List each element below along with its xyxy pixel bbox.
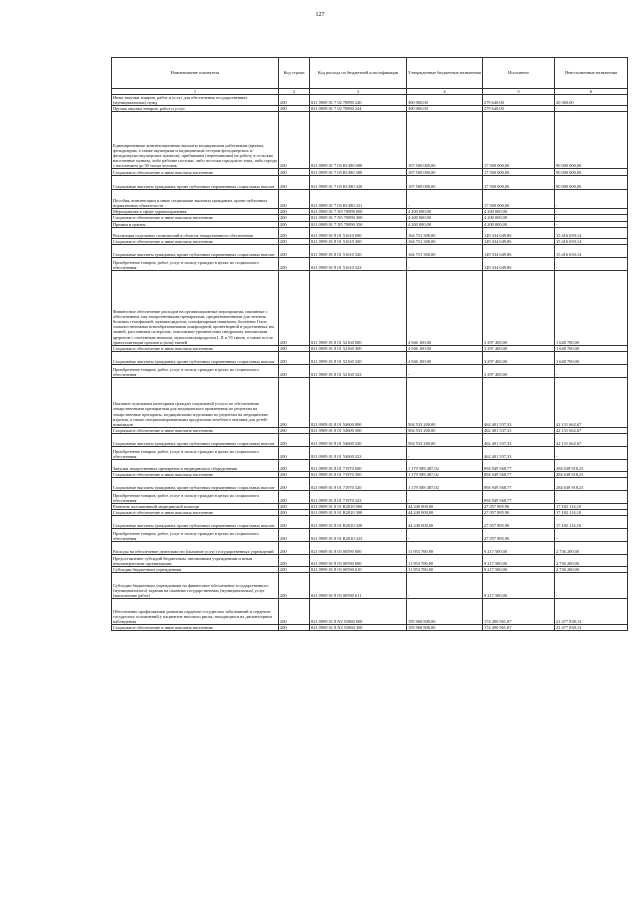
row-code-cell: 200 — [279, 529, 310, 542]
table-row — [112, 169, 628, 176]
row-approved-cell: 164 751 300,00 — [407, 227, 483, 238]
row-name-cell: Социальные выплаты гражданам, кроме публичных нормативных социальных выплат — [112, 176, 279, 190]
row-name-cell: Социальное обеспечение и иные выплаты населению — [112, 471, 279, 477]
row-unexecuted-cell: - — [555, 573, 628, 599]
column-number: 4 — [407, 89, 483, 95]
row-approved-cell: 1 179 588 487,02 — [407, 471, 483, 477]
row-unexecuted-cell: 90 000 000,00 — [555, 112, 628, 169]
row-code-cell: 200 — [279, 270, 310, 345]
row-executed-cell: 149 334 649,86 — [483, 244, 555, 257]
column-number: 2 — [279, 89, 310, 95]
row-classification-cell: 821 0909 01 7 02 70890 244 — [310, 106, 407, 112]
row-classification-cell: 821 0909 01 8 01 R2010 323 — [310, 529, 407, 542]
table-body — [112, 95, 628, 631]
row-classification-cell: 821 0909 01 8 01 71970 323 — [310, 491, 407, 504]
row-approved-cell: 300 000,00 — [407, 95, 483, 106]
row-approved-cell: 4 946 100,00 — [407, 270, 483, 345]
row-approved-cell: 107 500 000,00 — [407, 176, 483, 190]
row-unexecuted-cell: 1 648 700,00 — [555, 351, 628, 364]
row-code-cell: 200 — [279, 169, 310, 176]
row-unexecuted-cell: 17 182 114,10 — [555, 510, 628, 516]
row-approved-cell: 44 240 000,00 — [407, 504, 483, 510]
table-row — [112, 446, 628, 459]
row-executed-cell: 149 334 649,86 — [483, 257, 555, 270]
row-executed-cell: 17 500 000,00 — [483, 176, 555, 190]
row-code-cell: 200 — [279, 491, 310, 504]
row-code-cell: 200 — [279, 516, 310, 529]
row-unexecuted-cell: 2 736 200,00 — [555, 555, 628, 567]
row-executed-cell: 17 500 000,00 — [483, 112, 555, 169]
row-name-cell: Социальные выплаты гражданам, кроме публичных нормативных социальных выплат — [112, 351, 279, 364]
row-unexecuted-cell: 284 638 918,25 — [555, 478, 628, 491]
row-code-cell: 200 — [279, 377, 310, 427]
row-classification-cell: 821 0909 01 8 01 52160 323 — [310, 364, 407, 377]
row-unexecuted-cell: 42 131 662,67 — [555, 427, 628, 433]
row-name-cell: Приобретение товаров, работ, услуг в пользу граждан в целях их социального обеспечения — [112, 446, 279, 459]
row-code-cell: 200 — [279, 555, 310, 567]
table-row — [112, 351, 628, 364]
row-executed-cell: 3 297 400,00 — [483, 364, 555, 377]
row-executed-cell: 462 401 537,33 — [483, 433, 555, 446]
table-row — [112, 478, 628, 491]
table-row — [112, 244, 628, 257]
row-approved-cell: 504 533 200,00 — [407, 377, 483, 427]
table-row — [112, 257, 628, 270]
row-classification-cell: 821 0909 01 8 01 52160 320 — [310, 351, 407, 364]
row-name-cell: Социальное обеспечение и иные выплаты населению — [112, 345, 279, 351]
column-number: 5 — [483, 89, 555, 95]
row-unexecuted-cell: - — [555, 221, 628, 227]
row-unexecuted-cell: 1 648 700,00 — [555, 270, 628, 345]
row-unexecuted-cell: 42 131 662,67 — [555, 433, 628, 446]
table-row — [112, 599, 628, 625]
row-executed-cell: 9 217 500,00 — [483, 573, 555, 599]
row-code-cell: 200 — [279, 427, 310, 433]
row-approved-cell: - — [407, 573, 483, 599]
row-classification-cell: 821 0909 01 8 01 R2010 300 — [310, 510, 407, 516]
row-name-cell: Мероприятия в сфере здравоохранения — [112, 209, 279, 215]
row-code-cell: 200 — [279, 221, 310, 227]
table-row — [112, 555, 628, 567]
row-approved-cell: 4 200 000,00 — [407, 221, 483, 227]
row-approved-cell: - — [407, 491, 483, 504]
row-code-cell: 200 — [279, 364, 310, 377]
row-unexecuted-cell: 17 182 114,10 — [555, 504, 628, 510]
row-classification-cell: 821 0909 01 8 01 52160 000 — [310, 270, 407, 345]
header-line-code: Код строки — [279, 58, 310, 89]
table-row — [112, 573, 628, 599]
row-classification-cell: 821 0909 01 8 01 71970 320 — [310, 478, 407, 491]
row-name-cell: Развитие паллиативной медицинской помощи — [112, 504, 279, 510]
row-code-cell: 200 — [279, 95, 310, 106]
row-code-cell: 200 — [279, 471, 310, 477]
row-classification-cell: 821 0909 01 8 03 00590 000 — [310, 542, 407, 555]
row-executed-cell: 4 200 000,00 — [483, 215, 555, 221]
row-name-cell: Пособия, компенсации и иные социальные выплаты гражданам, кроме публичных нормативных обязательств — [112, 190, 279, 209]
row-code-cell: 200 — [279, 510, 310, 516]
row-unexecuted-cell: 1 648 700,00 — [555, 345, 628, 351]
row-code-cell: 200 — [279, 106, 310, 112]
row-name-cell: Финансовое обеспечение расходов на организационные мероприятия, связанные с обеспечением лиц лекарственными препаратами, предназначенными для лечения больных гемофилией, муковисцидозом, гипофизарным нанизмом, болезнью Гоше, злокачественными новообразованиями лимфоидной, кроветворной и родственных им тканей, рассеянным склерозом, гемолитико-уремическим синдромом, юношеским артритом с системным началом, мукополисахаридозом I, II и VI типов, а также после трансплантации органов и (или) тканей — [112, 270, 279, 345]
row-classification-cell: 821 0909 01 7 03 R1380 000 — [310, 112, 407, 169]
row-approved-cell: - — [407, 364, 483, 377]
table-header-row — [112, 58, 628, 89]
row-name-cell: Субсидии бюджетным учреждениям — [112, 567, 279, 573]
row-code-cell: 200 — [279, 238, 310, 244]
row-approved-cell: 1 179 588 487,02 — [407, 478, 483, 491]
row-name-cell: Приобретение товаров, работ, услуг в пользу граждан в целях их социального обеспечения — [112, 491, 279, 504]
row-unexecuted-cell: 2 736 200,00 — [555, 542, 628, 555]
row-executed-cell: 894 949 568,77 — [483, 459, 555, 471]
budget-execution-table — [111, 57, 628, 631]
row-name-cell: Социальное обеспечение и иные выплаты населению — [112, 427, 279, 433]
table-row — [112, 95, 628, 106]
row-executed-cell: 149 334 649,86 — [483, 238, 555, 244]
row-classification-cell: 821 0909 01 8 01 51610 320 — [310, 244, 407, 257]
row-classification-cell: 821 0909 01 8 01 54600 300 — [310, 427, 407, 433]
row-unexecuted-cell: - — [555, 364, 628, 377]
row-executed-cell: 17 500 000,00 — [483, 190, 555, 209]
row-approved-cell: - — [407, 190, 483, 209]
row-approved-cell: 4 946 100,00 — [407, 351, 483, 364]
row-executed-cell: 174 490 961,87 — [483, 625, 555, 631]
row-unexecuted-cell: 284 638 918,25 — [555, 459, 628, 471]
table-row — [112, 377, 628, 427]
row-name-cell: Социальные выплаты гражданам, кроме публичных нормативных социальных выплат — [112, 478, 279, 491]
row-executed-cell: 174 490 961,87 — [483, 599, 555, 625]
row-code-cell: 200 — [279, 433, 310, 446]
table-row — [112, 176, 628, 190]
row-name-cell: Социальные выплаты гражданам, кроме публичных нормативных социальных выплат — [112, 516, 279, 529]
row-approved-cell: 44 240 000,00 — [407, 510, 483, 516]
header-indicator-name: Наименование показателя — [112, 58, 279, 89]
table-row — [112, 459, 628, 471]
row-executed-cell: 279 640,00 — [483, 106, 555, 112]
row-executed-cell: 9 217 500,00 — [483, 542, 555, 555]
row-classification-cell: 821 0909 01 8 01 51610 300 — [310, 238, 407, 244]
row-unexecuted-cell: - — [555, 190, 628, 209]
row-name-cell: Социальные выплаты гражданам, кроме публичных нормативных социальных выплат — [112, 244, 279, 257]
row-classification-cell: 821 0909 01 7 02 70890 240 — [310, 95, 407, 106]
row-executed-cell: 149 334 649,86 — [483, 227, 555, 238]
row-code-cell: 200 — [279, 176, 310, 190]
header-executed: Исполнено — [483, 58, 555, 89]
row-unexecuted-cell: 90 000 000,00 — [555, 176, 628, 190]
row-classification-cell: 821 0909 01 8 01 71970 000 — [310, 459, 407, 471]
row-executed-cell: 3 297 400,00 — [483, 270, 555, 345]
row-code-cell: 200 — [279, 504, 310, 510]
row-code-cell: 200 — [279, 625, 310, 631]
row-executed-cell: 894 949 568,77 — [483, 491, 555, 504]
row-code-cell: 200 — [279, 459, 310, 471]
row-code-cell: 200 — [279, 257, 310, 270]
header-unexecuted: Неисполненные назначения — [555, 58, 628, 89]
row-unexecuted-cell: - — [555, 491, 628, 504]
row-approved-cell: 11 953 700,00 — [407, 542, 483, 555]
row-executed-cell: 4 200 000,00 — [483, 209, 555, 215]
table-row — [112, 364, 628, 377]
row-name-cell: Обеспечение профилактики развития сердечно-сосудистых заболеваний и сердечно-сосудистых осложнений у пациентов высокого риска, находящихся на диспансерном наблюдении — [112, 599, 279, 625]
row-approved-cell: 4 200 000,00 — [407, 215, 483, 221]
row-unexecuted-cell: 20 360,00 — [555, 95, 628, 106]
row-executed-cell: 9 217 500,00 — [483, 567, 555, 573]
row-unexecuted-cell: 90 000 000,00 — [555, 169, 628, 176]
row-approved-cell: - — [407, 257, 483, 270]
row-classification-cell: 821 0909 01 8 01 51610 000 — [310, 227, 407, 238]
row-approved-cell: 1 179 588 487,02 — [407, 459, 483, 471]
row-executed-cell: 894 949 568,77 — [483, 478, 555, 491]
row-code-cell: 200 — [279, 227, 310, 238]
row-executed-cell: 9 217 500,00 — [483, 555, 555, 567]
table-row — [112, 433, 628, 446]
row-code-cell: 200 — [279, 190, 310, 209]
row-unexecuted-cell: 42 131 662,67 — [555, 377, 628, 427]
row-name-cell: Реализация отдельных полномочий в области лекарственного обеспечения — [112, 227, 279, 238]
row-approved-cell: 195 968 800,00 — [407, 625, 483, 631]
row-name-cell: Закупки лекарственных препаратов и медицинского оборудования — [112, 459, 279, 471]
row-code-cell: 200 — [279, 112, 310, 169]
row-classification-cell: 821 0909 01 8 03 00590 611 — [310, 573, 407, 599]
row-name-cell: Социальное обеспечение и иные выплаты населению — [112, 169, 279, 176]
row-classification-cell: 821 0909 01 8 01 54600 323 — [310, 446, 407, 459]
table-row — [112, 190, 628, 209]
row-unexecuted-cell: - — [555, 215, 628, 221]
row-classification-cell: 821 0909 01 7 03 R1380 300 — [310, 169, 407, 176]
column-number: 6 — [555, 89, 628, 95]
row-name-cell: Прочая закупка товаров, работ и услуг — [112, 106, 279, 112]
row-unexecuted-cell: 17 182 114,10 — [555, 516, 628, 529]
row-classification-cell: 821 0909 01 8 N2 55860 300 — [310, 625, 407, 631]
row-name-cell: Предоставление субсидий бюджетным, автономным учреждениям и иным некоммерческим организациям — [112, 555, 279, 567]
row-executed-cell: 4 200 000,00 — [483, 221, 555, 227]
row-code-cell: 200 — [279, 209, 310, 215]
row-executed-cell: 27 057 885,90 — [483, 516, 555, 529]
row-code-cell: 200 — [279, 478, 310, 491]
row-classification-cell: 821 0909 01 7 03 R1380 320 — [310, 176, 407, 190]
row-code-cell: 200 — [279, 599, 310, 625]
row-code-cell: 200 — [279, 567, 310, 573]
row-unexecuted-cell: 21 477 838,13 — [555, 599, 628, 625]
row-executed-cell: 279 640,00 — [483, 95, 555, 106]
row-code-cell: 200 — [279, 542, 310, 555]
table-row — [112, 491, 628, 504]
row-classification-cell: 821 0909 01 7 N5 70890 350 — [310, 221, 407, 227]
row-executed-cell: 462 401 537,33 — [483, 377, 555, 427]
row-name-cell: Социальное обеспечение и иные выплаты населению — [112, 215, 279, 221]
row-name-cell: Единовременные компенсационные выплаты медицинским работникам (врачам, фельдшерам, а также акушеркам и медицинским сестрам фельдшерских и фельдшерско-акушерских пунктов), прибывшим (переехавшим) на работу в сельские населенные пункты, либо рабочие поселки, либо поселки городского типа, либо города с населением до 50 тысяч человек — [112, 112, 279, 169]
row-executed-cell: 27 057 885,90 — [483, 510, 555, 516]
row-approved-cell: 11 953 700,00 — [407, 567, 483, 573]
table-row — [112, 625, 628, 631]
row-name-cell: Социальное обеспечение и иные выплаты населению — [112, 510, 279, 516]
row-unexecuted-cell: 21 477 838,13 — [555, 625, 628, 631]
row-name-cell: Субсидии бюджетным учреждениям на финансовое обеспечение государственного (муниципального) задания на оказание государственных (муниципальных) услуг (выполнение работ) — [112, 573, 279, 599]
row-classification-cell: 821 0909 01 8 01 52160 300 — [310, 345, 407, 351]
row-name-cell: Приобретение товаров, работ, услуг в пользу граждан в целях их социального обеспечения — [112, 257, 279, 270]
row-approved-cell: 164 751 300,00 — [407, 244, 483, 257]
row-approved-cell: 107 500 000,00 — [407, 169, 483, 176]
row-classification-cell: 821 0909 01 8 01 54600 320 — [310, 433, 407, 446]
row-code-cell: 200 — [279, 573, 310, 599]
row-unexecuted-cell: - — [555, 529, 628, 542]
row-executed-cell: 27 057 885,90 — [483, 529, 555, 542]
row-executed-cell: 17 500 000,00 — [483, 169, 555, 176]
row-approved-cell: 44 240 000,00 — [407, 516, 483, 529]
header-budget-classification: Код расхода по бюджетной классификации — [310, 58, 407, 89]
row-approved-cell: 164 751 300,00 — [407, 238, 483, 244]
row-name-cell: Премии и гранты — [112, 221, 279, 227]
row-unexecuted-cell: 2 736 200,00 — [555, 567, 628, 573]
row-classification-cell: 821 0909 01 8 03 00590 610 — [310, 567, 407, 573]
table-row — [112, 227, 628, 238]
header-approved: Утвержденные бюджетные назначения — [407, 58, 483, 89]
row-classification-cell: 821 0909 01 8 01 R2010 000 — [310, 504, 407, 510]
row-approved-cell: - — [407, 529, 483, 542]
table-row — [112, 529, 628, 542]
column-number: 1 — [112, 89, 279, 95]
row-classification-cell: 821 0909 01 8 01 51610 323 — [310, 257, 407, 270]
row-classification-cell: 821 0909 01 7 03 R1380 321 — [310, 190, 407, 209]
row-unexecuted-cell: 15 416 650,14 — [555, 238, 628, 244]
row-unexecuted-cell: 284 638 918,25 — [555, 471, 628, 477]
row-approved-cell: 107 500 000,00 — [407, 112, 483, 169]
table-row — [112, 270, 628, 345]
table-row — [112, 516, 628, 529]
row-executed-cell: 27 057 885,90 — [483, 504, 555, 510]
row-approved-cell: 4 200 000,00 — [407, 209, 483, 215]
table-row — [112, 112, 628, 169]
row-code-cell: 200 — [279, 345, 310, 351]
row-code-cell: 200 — [279, 215, 310, 221]
row-classification-cell: 821 0909 01 8 01 54600 000 — [310, 377, 407, 427]
row-name-cell: Приобретение товаров, работ, услуг в пользу граждан в целях их социального обеспечения — [112, 529, 279, 542]
row-executed-cell: 3 297 400,00 — [483, 351, 555, 364]
row-code-cell: 200 — [279, 351, 310, 364]
row-name-cell: Расходы на обеспечение деятельности (оказание услуг) государственных учреждений — [112, 542, 279, 555]
row-name-cell: Иные закупки товаров, работ и услуг для обеспечения государственных (муниципальных) нужд — [112, 95, 279, 106]
row-unexecuted-cell: - — [555, 106, 628, 112]
row-name-cell: Социальное обеспечение и иные выплаты населению — [112, 238, 279, 244]
row-executed-cell: 462 401 537,33 — [483, 427, 555, 433]
row-name-cell: Приобретение товаров, работ, услуг в пользу граждан в целях их социального обеспечения — [112, 364, 279, 377]
row-unexecuted-cell: - — [555, 209, 628, 215]
row-executed-cell: 894 949 568,77 — [483, 471, 555, 477]
row-approved-cell: 4 946 100,00 — [407, 345, 483, 351]
row-classification-cell: 821 0909 01 7 N5 70890 000 — [310, 209, 407, 215]
row-executed-cell: 3 297 400,00 — [483, 345, 555, 351]
row-name-cell: Социальные выплаты гражданам, кроме публичных нормативных социальных выплат — [112, 433, 279, 446]
row-approved-cell: - — [407, 446, 483, 459]
page-number: 127 — [315, 12, 325, 18]
row-name-cell: Оказание отдельным категориям граждан социальной услуги по обеспечению лекарственными препаратами для медицинского применения по рецептам на лекарственные препараты, медицинскими изделиями по рецептам на медицинские изделия, а также специализированными продуктами лечебного питания для детей-инвалидов — [112, 377, 279, 427]
row-unexecuted-cell: 15 416 650,14 — [555, 227, 628, 238]
row-code-cell: 200 — [279, 446, 310, 459]
row-name-cell: Социальное обеспечение и иные выплаты населению — [112, 625, 279, 631]
row-executed-cell: 462 401 537,33 — [483, 446, 555, 459]
row-unexecuted-cell: 15 416 650,14 — [555, 244, 628, 257]
row-approved-cell: 11 953 700,00 — [407, 555, 483, 567]
row-classification-cell: 821 0909 01 8 N2 55860 000 — [310, 599, 407, 625]
row-code-cell: 200 — [279, 244, 310, 257]
column-number: 3 — [310, 89, 407, 95]
row-classification-cell: 821 0909 01 8 01 71970 300 — [310, 471, 407, 477]
row-approved-cell: 504 533 200,00 — [407, 433, 483, 446]
row-classification-cell: 821 0909 01 8 03 00590 600 — [310, 555, 407, 567]
row-classification-cell: 821 0909 01 7 N5 70890 300 — [310, 215, 407, 221]
row-unexecuted-cell: - — [555, 446, 628, 459]
row-approved-cell: 195 968 800,00 — [407, 599, 483, 625]
row-unexecuted-cell: - — [555, 257, 628, 270]
row-approved-cell: 504 533 200,00 — [407, 427, 483, 433]
row-approved-cell: 300 000,00 — [407, 106, 483, 112]
table-row — [112, 542, 628, 555]
row-classification-cell: 821 0909 01 8 01 R2010 320 — [310, 516, 407, 529]
